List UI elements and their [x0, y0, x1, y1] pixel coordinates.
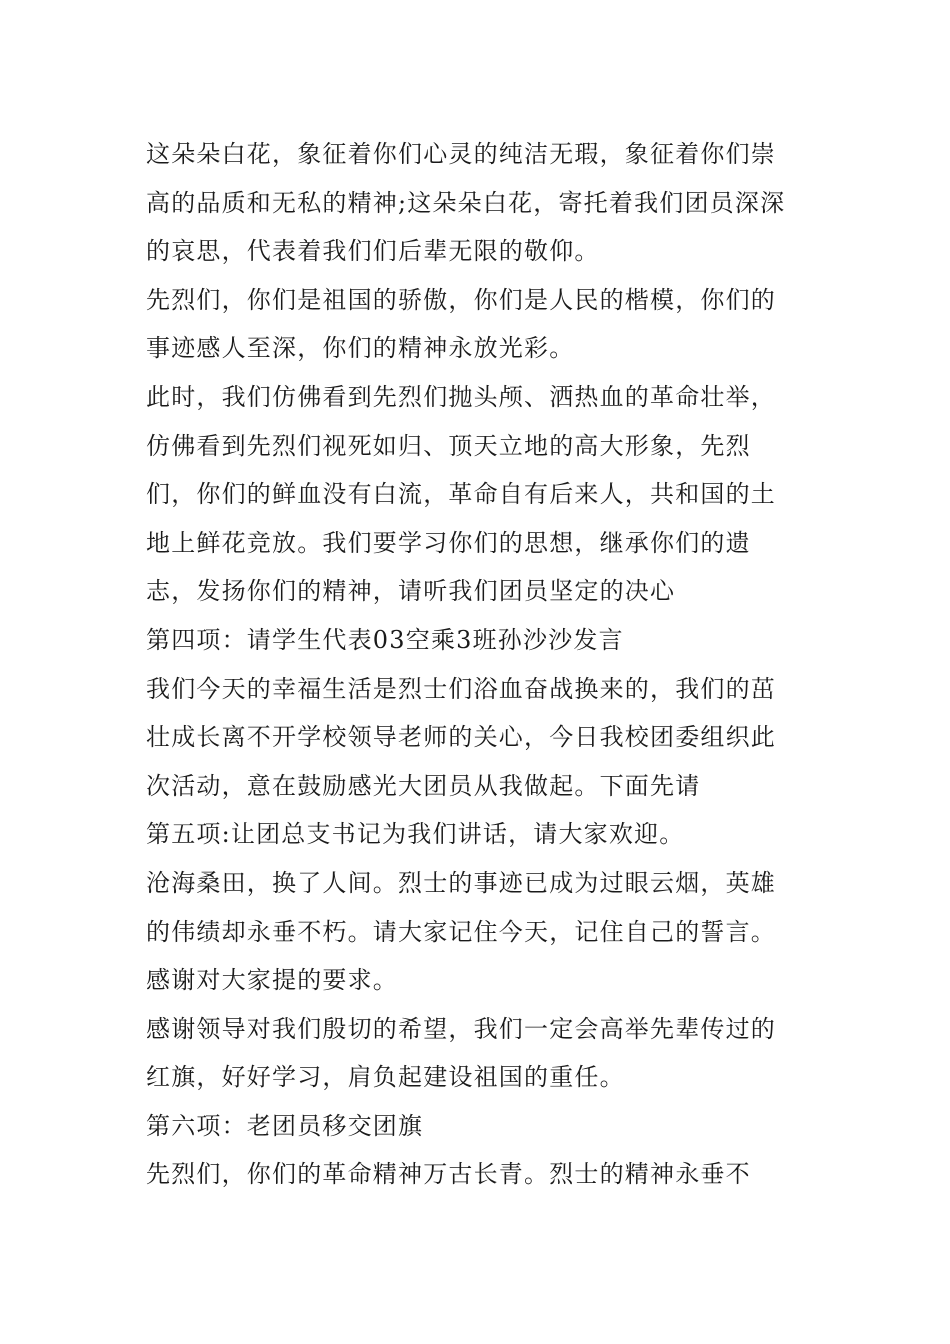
text-line: 次活动，意在鼓励感光大团员从我做起。下面先请	[146, 771, 701, 800]
section-heading-6: 第六项：老团员移交团旗	[146, 1111, 424, 1140]
text-line: 壮成长离不开学校领导老师的关心，今日我校团委组织此	[146, 723, 776, 752]
document-body	[146, 130, 816, 1199]
text-line: 我们今天的幸福生活是烈士们浴血奋战换来的，我们的茁	[146, 674, 776, 703]
text-line: 们，你们的鲜血没有白流，革命自有后来人，共和国的土	[146, 480, 776, 509]
text-line: 事迹感人至深，你们的精神永放光彩。	[146, 334, 575, 363]
text-line: 志，发扬你们的精神，请听我们团员坚定的决心	[146, 577, 676, 606]
text-line: 沧海桑田，换了人间。烈士的事迹已成为过眼云烟，英雄	[146, 868, 776, 897]
text-line: 这朵朵白花，象征着你们心灵的纯洁无瑕，象征着你们崇	[146, 140, 776, 168]
text-line: 先烈们，你们的革命精神万古长青。烈士的精神永垂不	[146, 1160, 751, 1189]
text-line: 仿佛看到先烈们视死如归、顶天立地的高大形象，先烈	[146, 431, 751, 460]
text-line: 先烈们，你们是祖国的骄傲，你们是人民的楷模，你们的	[146, 285, 776, 314]
text-line: 的伟绩却永垂不朽。请大家记住今天，记住自己的誓言。	[146, 917, 776, 946]
text-line: 红旗，好好学习，肩负起建设祖国的重任。	[146, 1063, 625, 1092]
text-line: 地上鲜花竞放。我们要学习你们的思想，继承你们的遗	[146, 528, 751, 557]
section-heading-5: 第五项:让团总支书记为我们讲话，请大家欢迎。	[146, 820, 685, 849]
text-line: 高的品质和无私的精神;这朵朵白花，寄托着我们团员深深	[146, 188, 786, 217]
text-line: 此时，我们仿佛看到先烈们抛头颅、洒热血的革命壮举，	[146, 382, 776, 411]
text-line: 感谢对大家提的要求。	[146, 966, 398, 995]
section-heading-4: 第四项：请学生代表03空乘3班孙沙沙发言	[146, 625, 624, 654]
text-line: 的哀思，代表着我们们后辈无限的敬仰。	[146, 237, 600, 266]
text-line: 感谢领导对我们殷切的希望，我们一定会高举先辈传过的	[146, 1014, 776, 1043]
